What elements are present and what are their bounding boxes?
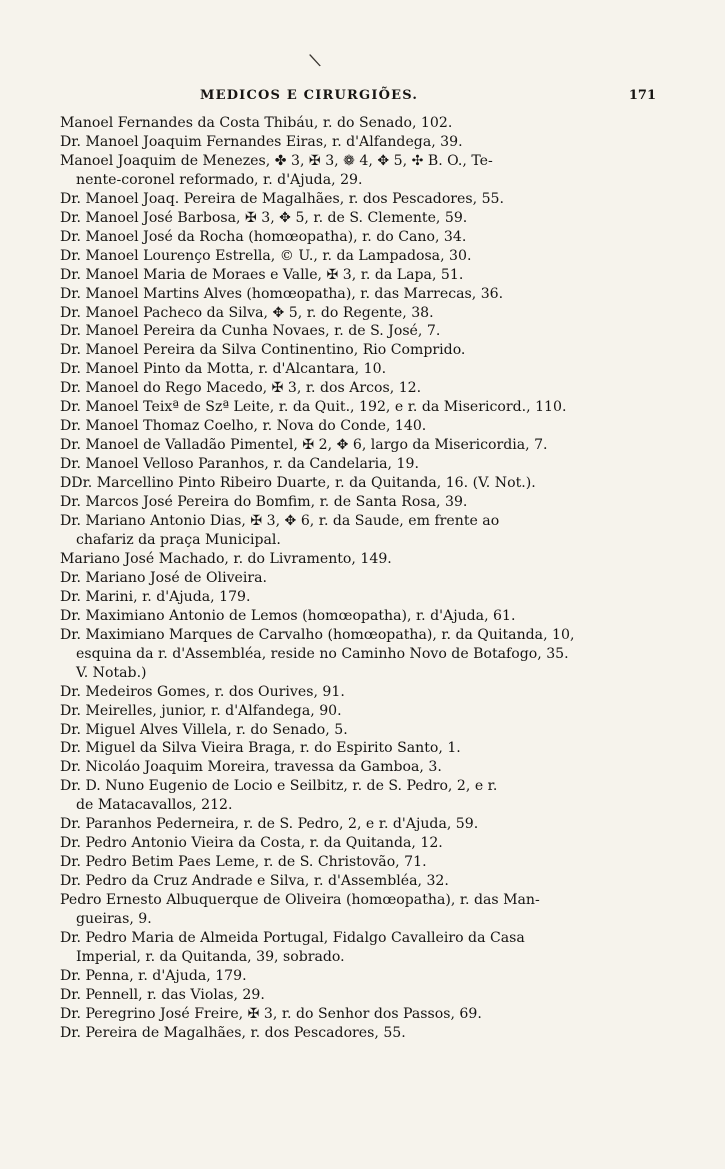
list-item [60,853,656,872]
entry-text: DDr. Marcellino Pinto Ribeiro Duarte, r. da Quitanda, 16. (V. Not.). [60,475,536,492]
list-item [60,891,656,929]
entry-text: Dr. Manoel de Valladão Pimentel, ✠ 2, ✥ 6, largo da Misericordia, 7. [60,437,548,454]
entry-text: Dr. Manoel Pereira da Cunha Novaes, r. de S. José, 7. [60,323,441,340]
entry-text: Dr. Pedro Maria de Almeida Portugal, Fidalgo Cavalleiro da Casa [60,929,525,946]
list-item [60,436,656,455]
entry-text: Manoel Fernandes da Costa Thibáu, r. do Senado, 102. [60,115,453,131]
page-title: MEDICOS E CIRURGIÕES. [200,88,419,103]
list-item [60,228,656,247]
list-item [60,247,656,266]
page-number: 171 [628,88,656,103]
list-item [60,550,656,569]
list-item [60,834,656,853]
list-item [60,1005,656,1024]
list-item [60,341,656,360]
entry-text: Dr. Maximiano Marques de Carvalho (homœopatha), r. da Quitanda, 10, [60,626,575,643]
list-item [60,266,656,285]
list-item [60,190,656,209]
list-item [60,967,656,986]
list-item [60,114,656,133]
list-item [60,133,656,152]
entry-text: Dr. Mariano Antonio Dias, ✠ 3, ✥ 6, r. da Saude, em frente ao [60,513,500,530]
list-item [60,322,656,341]
list-item [60,986,656,1005]
entry-text: Dr. Marini, r. d'Ajuda, 179. [60,588,251,605]
entry-text: Dr. D. Nuno Eugenio de Locio e Seilbitz, r. de S. Pedro, 2, e r. [60,778,498,795]
entry-text: Dr. Pedro Betim Paes Leme, r. de S. Christovão, 71. [60,854,427,871]
entry-text: Dr. Pennell, r. das Violas, 29. [60,986,265,1003]
entry-continuation: chafariz da praça Municipal. [76,531,281,548]
entry-text: Dr. Penna, r. d'Ajuda, 179. [60,967,247,984]
entry-continuation: nente-coronel reformado, r. d'Ajuda, 29. [76,171,363,188]
list-item [60,872,656,891]
list-item [60,929,656,967]
stray-mark: \ [307,49,323,72]
entry-text: Dr. Peregrino José Freire, ✠ 3, r. do Senhor dos Passos, 69. [60,1005,482,1022]
entry-text: Dr. Manoel José da Rocha (homœopatha), r. do Cano, 34. [60,228,467,245]
list-item [60,626,656,683]
page-header [60,88,656,108]
entry-text: Pedro Ernesto Albuquerque de Oliveira (homœopatha), r. das Man- [60,892,540,909]
entry-text: Dr. Pedro Antonio Vieira da Costa, r. da Quitanda, 12. [60,835,443,852]
list-item [60,379,656,398]
entry-continuation: Imperial, r. da Quitanda, 39, sobrado. [76,948,345,965]
entry-text: Dr. Marcos José Pereira do Bomfim, r. de Santa Rosa, 39. [60,494,468,511]
list-item [60,474,656,493]
list-item [60,493,656,512]
entry-text: Manoel Joaquim de Menezes, ✤ 3, ✠ 3, ❁ 4, ✥ 5, ✣ B. O., Te- [60,152,493,169]
list-item [60,152,656,190]
entry-text: Dr. Manoel Lourenço Estrella, © U., r. da Lampadosa, 30. [60,247,472,264]
entry-text: Dr. Medeiros Gomes, r. dos Ourives, 91. [60,683,345,700]
list-item [60,512,656,550]
entry-text: Dr. Manoel Pinto da Motta, r. d'Alcantara, 10. [60,361,387,378]
list-item [60,758,656,777]
entry-text: Dr. Manoel Martins Alves (homœopatha), r. das Marrecas, 36. [60,285,504,302]
list-item [60,777,656,815]
directory-list [60,114,656,1043]
entry-continuation: V. Notab.) [76,664,147,681]
list-item [60,569,656,588]
entry-continuation: esquina da r. d'Assembléa, reside no Caminho Novo de Botafogo, 35. [76,645,569,662]
entry-text: Dr. Manoel Velloso Paranhos, r. da Candelaria, 19. [60,456,419,473]
list-item [60,588,656,607]
list-item [60,455,656,474]
list-item [60,417,656,436]
entry-text: Dr. Manoel Joaquim Fernandes Eiras, r. d'Alfandega, 39. [60,133,463,150]
list-item [60,360,656,379]
list-item [60,209,656,228]
list-item [60,721,656,740]
entry-text: Dr. Manoel Maria de Moraes e Valle, ✠ 3, r. da Lapa, 51. [60,266,464,283]
list-item [60,1024,656,1043]
entry-text: Dr. Paranhos Pederneira, r. de S. Pedro, 2, e r. d'Ajuda, 59. [60,816,479,833]
entry-text: Dr. Nicoláo Joaquim Moreira, travessa da Gamboa, 3. [60,759,442,776]
entry-continuation: de Matacavallos, 212. [76,797,233,814]
entry-text: Dr. Manoel José Barbosa, ✠ 3, ✥ 5, r. de S. Clemente, 59. [60,209,468,226]
list-item [60,304,656,323]
entry-text: Dr. Manoel Pacheco da Silva, ✥ 5, r. do Regente, 38. [60,304,434,321]
list-item [60,739,656,758]
entry-text: Dr. Manoel do Rego Macedo, ✠ 3, r. dos Arcos, 12. [60,380,422,397]
list-item [60,815,656,834]
entry-text: Dr. Meirelles, junior, r. d'Alfandega, 90. [60,702,342,719]
list-item [60,607,656,626]
entry-text: Dr. Pedro da Cruz Andrade e Silva, r. d'Assembléa, 32. [60,873,449,890]
entry-text: Dr. Manoel Thomaz Coelho, r. Nova do Conde, 140. [60,418,427,435]
entry-text: Dr. Manoel Pereira da Silva Continentino, Rio Comprido. [60,342,466,359]
list-item [60,285,656,304]
list-item [60,683,656,702]
entry-text: Dr. Miguel Alves Villela, r. do Senado, 5. [60,721,348,738]
entry-text: Dr. Pereira de Magalhães, r. dos Pescadores, 55. [60,1024,406,1041]
entry-text: Dr. Miguel da Silva Vieira Braga, r. do Espirito Santo, 1. [60,740,461,757]
entry-continuation: gueiras, 9. [76,911,152,928]
entry-text: Dr. Manoel Joaq. Pereira de Magalhães, r. dos Pescadores, 55. [60,190,504,207]
entry-text: Dr. Maximiano Antonio de Lemos (homœopatha), r. d'Ajuda, 61. [60,607,516,624]
list-item [60,702,656,721]
list-item [60,398,656,417]
entry-text: Mariano José Machado, r. do Livramento, 149. [60,550,392,567]
entry-text: Dr. Manoel Teixª de Szª Leite, r. da Quit., 192, e r. da Misericord., 110. [60,399,567,416]
entry-text: Dr. Mariano José de Oliveira. [60,569,268,586]
